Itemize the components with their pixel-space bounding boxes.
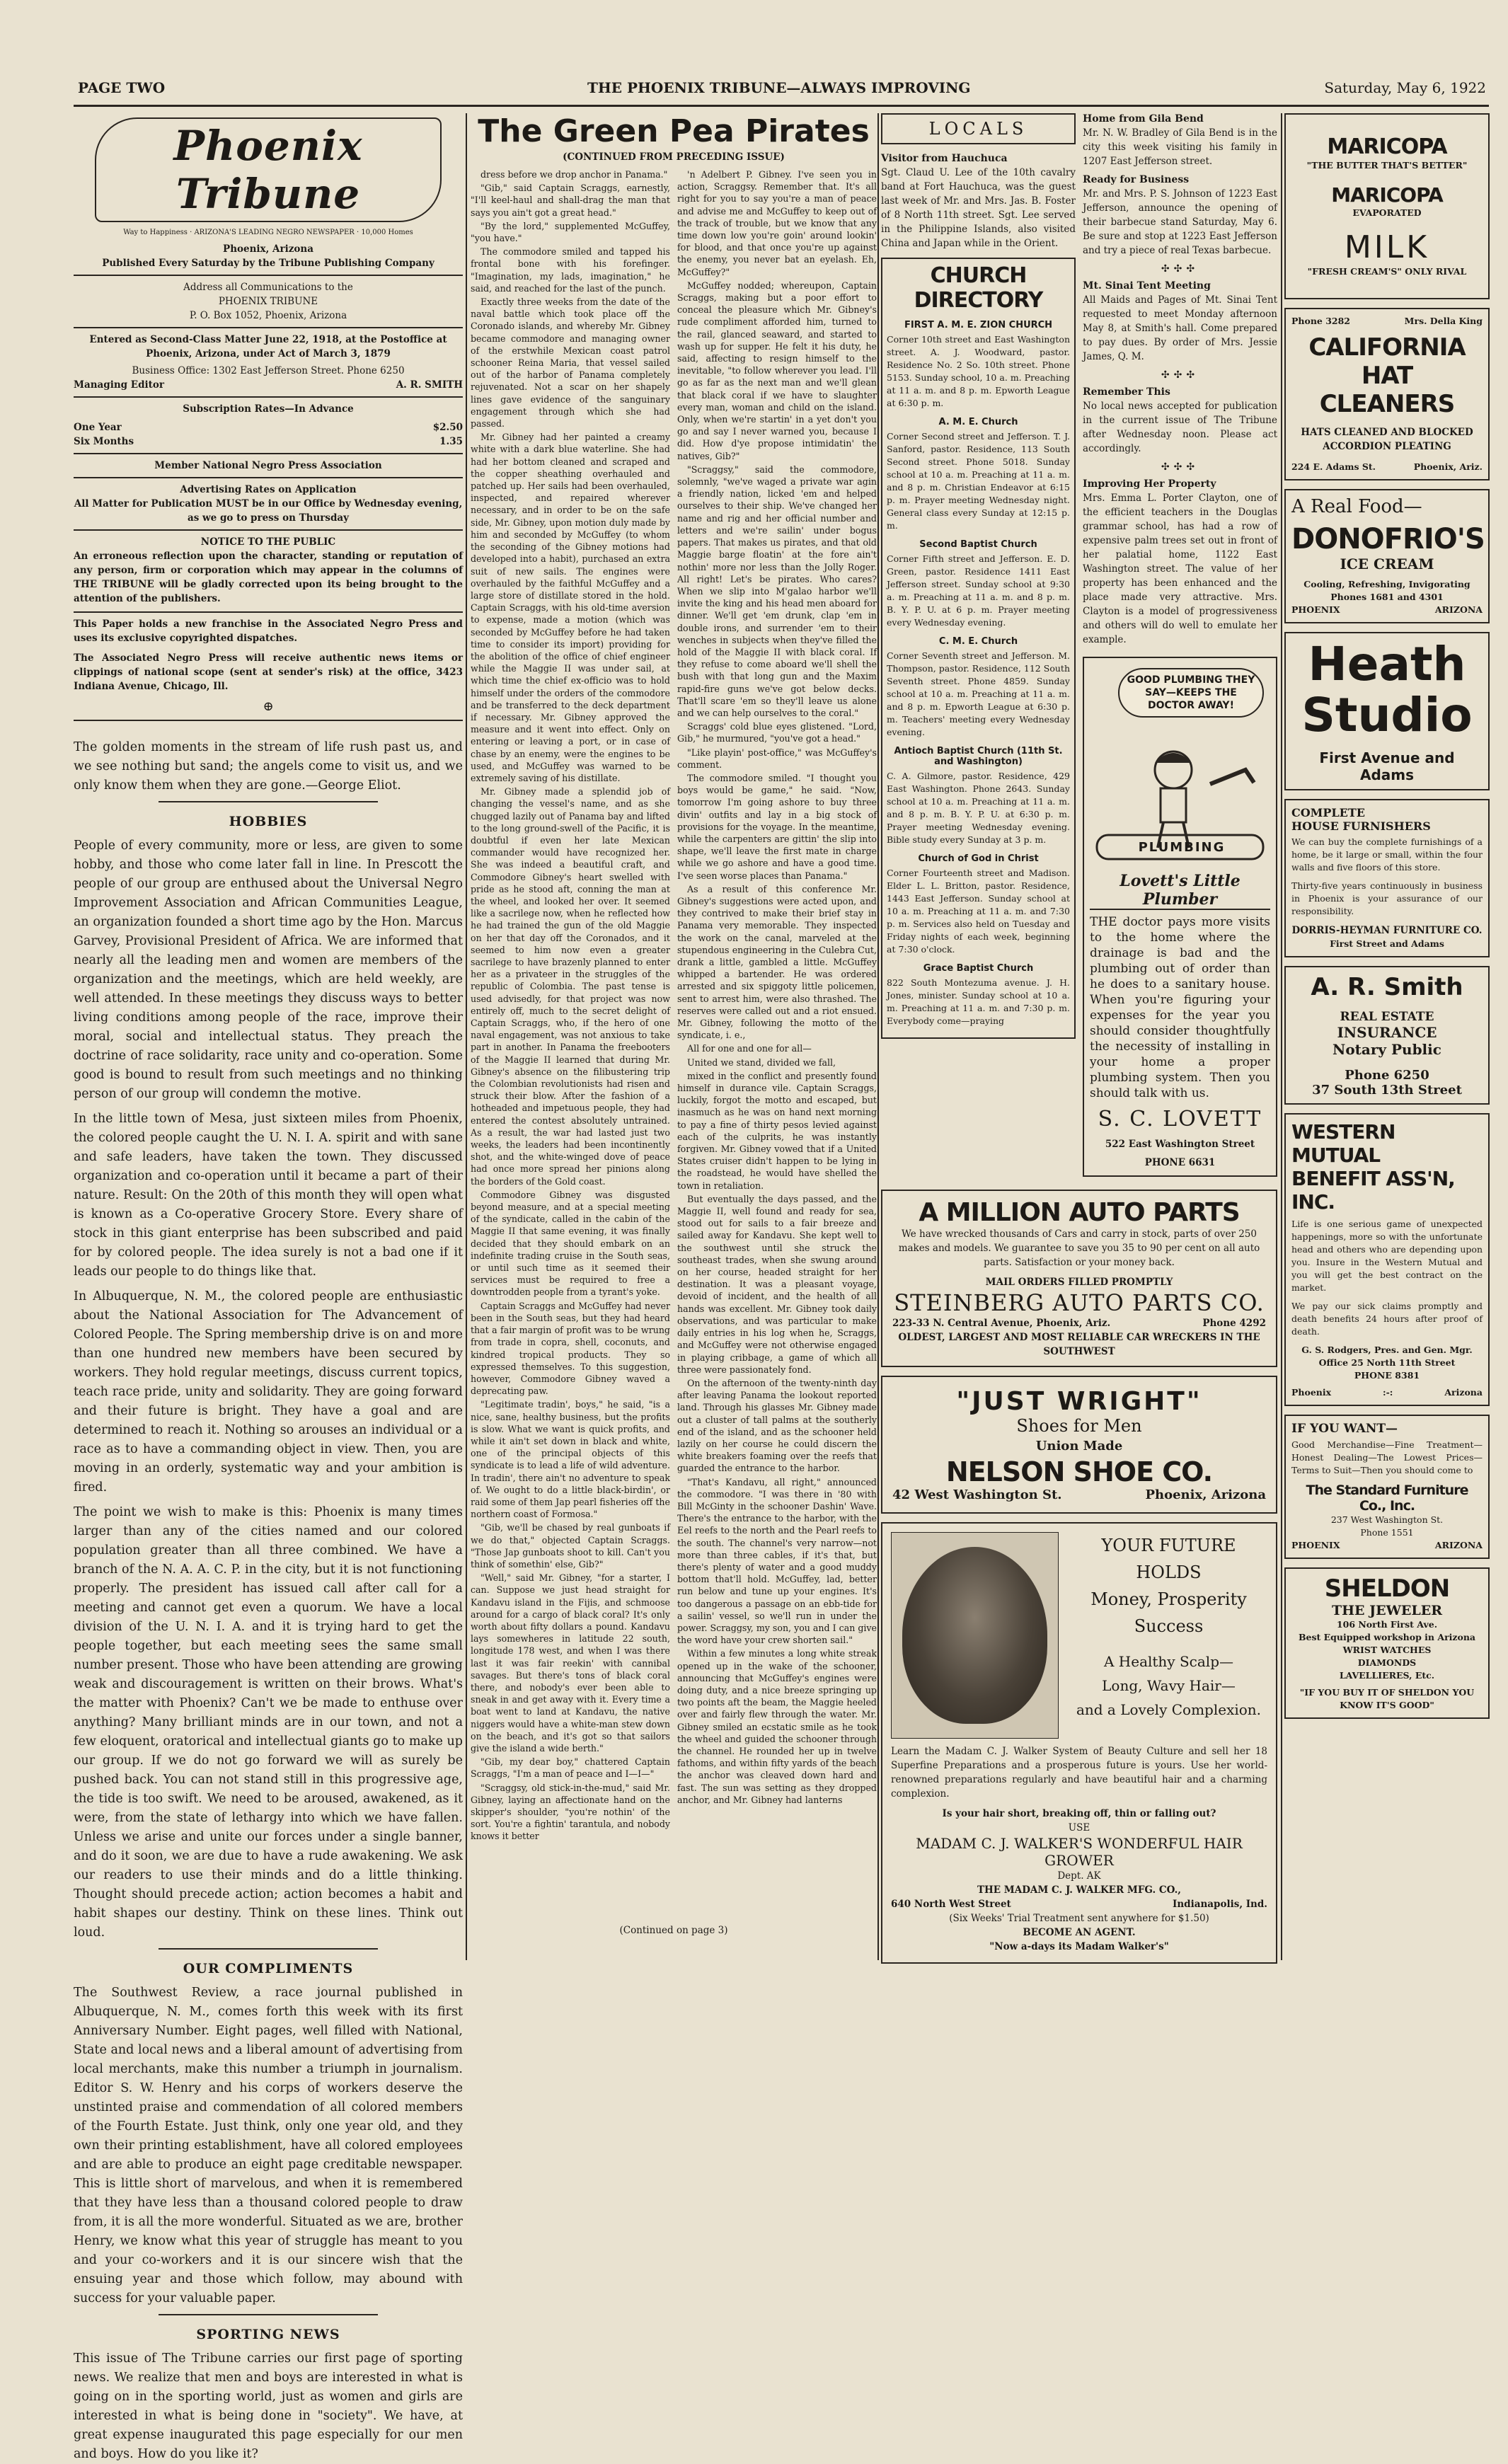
hat-name: CALIFORNIA [1308, 333, 1466, 362]
serial-paragraph: "By the lord," supplemented McGuffey, "you have." [471, 220, 670, 244]
notice-head: NOTICE TO THE PUBLIC [200, 536, 336, 548]
western-officer: G. S. Rodgers, Pres. and Gen. Mgr. [1301, 1345, 1473, 1355]
plumber-illustration [1090, 664, 1270, 869]
locals-left [881, 113, 1076, 1185]
western-name-2: BENEFIT ASS'N, INC. [1291, 1167, 1455, 1214]
walker-agent: BECOME AN AGENT. [1023, 1927, 1136, 1938]
address-line-2: PHOENIX TRIBUNE [218, 296, 318, 307]
rate-row [74, 420, 463, 434]
serial-paragraph: The commodore smiled. "I thought you boys would be game," he said. "Now, tomorrow I'm going ashore to buy three divin' outfits and lay in a big stock of provisions for the voyage. In the meantime, while the carpenters are gittin' the slip into shape, we'll leave the first mate in charge while we go ashore and have a good time. I've seen worse places than Panama." [677, 772, 877, 881]
hat-owner: Mrs. Della King [1404, 316, 1483, 326]
smith-ad [1284, 966, 1490, 1105]
continued-note: (Continued on page 3) [619, 1925, 728, 1936]
serial-column-b [677, 168, 877, 1923]
donofrio-location-row [1291, 604, 1483, 616]
serial-paragraph: On the afternoon of the twenty-ninth day after leaving Panama the lookout reported land. Through his glasses Mr. Gibney made out a cluster of tall palms at the southerly end of the island, and as the schooner held lazily on her course he could discern the white breakers foaming over the reefs that guarded the entrance to the harbor. [677, 1377, 877, 1474]
plumbing-sign: PLUMBING [1138, 840, 1226, 855]
walker-product: MADAM C. J. WALKER'S WONDERFUL HAIR GROWER [916, 1835, 1243, 1869]
walker-ad [881, 1522, 1277, 1964]
standard-state: ARIZONA [1434, 1540, 1483, 1550]
member-note: Member National Negro Press Association [154, 460, 382, 471]
speech-bubble: GOOD PLUMBING THEY SAY—KEEPS THE DOCTOR AWAY! [1118, 668, 1264, 718]
shoe-address: 42 West Washington St. [892, 1487, 1062, 1502]
smith-address: 37 South 13th Street [1312, 1083, 1462, 1098]
auto-address: 223-33 N. Central Avenue, Phoenix, Ariz. [892, 1318, 1111, 1329]
locals-title-box [881, 113, 1076, 144]
anp-note: The Associated Negro Press will receive authentic news items or clippings of national scope (sent at sender's risk) at the office, 3423 Indiana Avenue, Chicago, Ill. [74, 652, 463, 692]
walker-company: THE MADAM C. J. WALKER MFG. CO., [977, 1884, 1181, 1896]
heath-studio-ad [1284, 632, 1490, 790]
divider [74, 396, 463, 398]
church-name: FIRST A. M. E. ZION CHURCH [904, 320, 1053, 330]
divider [159, 1948, 378, 1950]
column-divider [1281, 113, 1282, 1960]
sheldon-items-2: DIAMONDS [1357, 1657, 1417, 1668]
church-name: C. M. E. Church [938, 636, 1018, 647]
maricopa-milk: MILK [1344, 229, 1430, 265]
serial-paragraph: Exactly three weeks from the date of the naval battle which took place off the Coronado islands, and whereby Mr. Gibney became commodore and managing owner of the erstwhile Mexican coast patrol schooner Reina Maria, that vessel sailed out of the harbor of Panama completely rejuvenated. Not a scar on her shapely lines gave evidence of the sanguinary engagement through which she had passed. [471, 297, 670, 430]
shoe-ad [881, 1376, 1277, 1514]
serial-body [471, 168, 877, 1923]
serial-paragraph: Commodore Gibney was disgusted beyond measure, and at a special meeting of the syndicate, called in the cabin of the Maggie II that same evening, it was finally decided that they should embark on an indefinite trading cruise in the South seas, or until such time as it seemed their services must be required to free a downtrodden people from a tyrant's yoke. [471, 1189, 670, 1298]
sheldon-items-3: LAVELLIERES, Etc. [1339, 1670, 1435, 1681]
auto-text: We have wrecked thousands of Cars and carry in stock, parts of over 250 makes and models. We guarantee to save you 35 to 90 per cent on all auto parts. Satisfaction or your money back. [898, 1228, 1260, 1268]
hobbies-paragraph: People of every community, more or less, are given to some hobby, and those who come later fall in line. In Prescott the people of our group are enthused about the Universal Negro Improvement Association and African Communities League, an organization founded a short time ago by the Hon. Marcus Garvey, Provisional President of Africa. We are informed that nearly all the leading men and women are members of the organization and the meetings, which are held weekly, are well attended. In these meetings they discuss ways to better living conditions among people of the race, improve their moral, social and intellectual status. They preach the doctrine of race solidarity, race unity and co-operation. Some good is bound to result from such meetings and no thinking person of our group will condemn the motive. [74, 839, 463, 1101]
auto-phone: Phone 4292 [1202, 1318, 1266, 1329]
serial-paragraph: Mr. Gibney made a splendid job of changing the vessel's name, and as she chugged lazily out of Panama bay and lifted to the long ground-swell of the Pacific, it is doubtful if even her late Mexican commander would have recognized her. She was indeed a beautiful craft, and Commodore Gibney's heart swelled with pride as he stood aft, conning the man at the wheel, and looked her over. It seemed like a sacrilege now, when he reflected how he had trained the gun of the old Maggie on her that day off the Coronados, and it seemed to him now even a greater sacrilege to have brazenly planned to enter her as a privateer in the struggles of the republic of Colombia. The past tense is used advisedly, for that project was now entirely off, much to the secret delight of Captain Scraggs, who, if the hero of one naval engagement, was not anxious to take part in another. In Panama the freebooters of the Maggie II learned that during Mr. Gibney's absence on the filibustering trip the Colombian revolutionists had risen and struck their blow. After the fashion of a hotheaded and impetuous people, they had entered the contest absolutely untrained. As a result, the war had lasted just two weeks, the leaders had been incontinently shot, and the white-winged dove of peace had once more spread her pinions along the borders of the Gold coast. [471, 786, 670, 1187]
address-line-3: P. O. Box 1052, Phoenix, Arizona [189, 310, 347, 321]
walker-top [891, 1532, 1267, 1739]
furnishers-head-2: HOUSE FURNISHERS [1291, 819, 1431, 833]
church-name: Antioch Baptist Church (11th St. and Washington) [894, 746, 1063, 767]
standard-name: The Standard Furniture Co., Inc. [1306, 1483, 1468, 1514]
column-divider [466, 113, 467, 1960]
walker-dept: Dept. AK [1057, 1870, 1101, 1882]
separator: ✣✣✣ [1161, 461, 1199, 473]
smith-line3: Notary Public [1333, 1041, 1441, 1058]
walker-line: HOLDS [1136, 1562, 1202, 1582]
serial-paragraph: "That's Kandavu, all right," announced the commodore. "I was there in '80 with Bill McGinty in the schooner Dashin' Wave. There's the entrance to the harbor, with the Eel reefs to the north and the Pearl reefs to the south. The channel's very narrow—not more than three cables, if it's that, but there's plenty of water and a good muddy bottom that'll hold. McGuffey, lad, better run below and tune up your engines. It's too dangerous a passage on an ebb-tide for a sailin' vessel, so we'll run in under the power. Scraggsy, my son, you and I can give the word have your crew shorten sail." [677, 1476, 877, 1646]
sporting-title: SPORTING NEWS [196, 2327, 340, 2342]
shoe-line2: Union Made [1035, 1439, 1123, 1453]
western-city: Phoenix [1291, 1387, 1332, 1398]
maricopa-brand-2: MARICOPA [1331, 183, 1443, 207]
western-sep: :-: [1383, 1387, 1393, 1398]
walker-line: YOUR FUTURE [1101, 1536, 1236, 1555]
furnishers-text-2: Thirty-five years continuously in business in Phoenix is your assurance of our responsibility. [1291, 880, 1483, 916]
serial-paragraph: "Like playin' post-office," was McGuffey's comment. [677, 747, 877, 770]
editorial-column [74, 113, 463, 2461]
business-office: Business Office: 1302 East Jefferson Street. Phone 6250 [132, 365, 405, 376]
locals-church-area [881, 113, 1277, 1185]
paper-slogan: THE PHOENIX TRIBUNE—ALWAYS IMPROVING [587, 79, 971, 96]
donofrio-name: DONOFRIO'S [1291, 523, 1485, 555]
auto-footer: OLDEST, LARGEST AND MOST RELIABLE CAR WRECKERS IN THE SOUTHWEST [898, 1332, 1260, 1357]
church-text: C. A. Gilmore, pastor. Residence, 429 East Washington. Phone 2643. Sunday school at 10 a. m. Preaching at 11 a. m. and 8 p. m. B. Y. P. U. at 6:30 p. m. Prayer meeting Wednesday evening. Bible study every Sunday at 3 p. m. [887, 771, 1070, 845]
managing-editor-label: Managing Editor [74, 379, 164, 391]
shoe-line1: Shoes for Men [1016, 1416, 1142, 1436]
page-header [78, 79, 1486, 100]
serial-column-a [471, 168, 670, 1923]
plumber-business: S. C. LOVETT [1098, 1107, 1262, 1132]
auto-mail: MAIL ORDERS FILLED PROMPTLY [985, 1277, 1173, 1288]
auto-contact [892, 1316, 1266, 1330]
hobbies-paragraph: In the little town of Mesa, just sixteen miles from Phoenix, the colored people caught the U. N. I. A. spirit and with sane and safe leaders, have taken the town. They discussed organization and co-operation until it became a part of their nature. Result: On the 20th of this month they will open what is known as a Co-operative Grocery Store. Every share of stock in this giant enterprise has been subscribed and paid for by colored people. The idea surely is not a bad one if it leads our people to do things like that. [74, 1112, 463, 1279]
serial-paragraph: 'n Adelbert P. Gibney. I've seen you in action, Scraggsy. Remember that. It's all right for you to say you're a man of peace and advise me and McGuffey to keep out of the track of trouble, but we know that any time down low you're goin' around lookin' for blood, and that once you're up against the enemy, you never bat an eyelash. Eh, McGuffey?" [677, 169, 877, 277]
serial-paragraph: All for one and one for all— [687, 1043, 812, 1054]
walker-line: Long, Wavy Hair— [1102, 1677, 1236, 1694]
ornament-icon: ⊕ [263, 699, 274, 714]
plumber-name: Lovett's Little Plumber [1090, 872, 1270, 910]
tribune-logo: Phoenix Tribune [95, 117, 442, 222]
standard-location-row [1291, 1539, 1483, 1552]
divider [74, 327, 463, 328]
standard-phone: Phone 1551 [1360, 1527, 1414, 1538]
serial-paragraph: As a result of this conference Mr. Gibney's suggestions were acted upon, and they contrived to make their brief stay in Panama very memorable. They inspected the work on the canal, marveled at the stupendous engineering in the Culebra Cut, drank a little, gambled a little. McGuffey whipped a bartender. He was ordered arrested and six spiggoty little policemen, sent to arrest him, were also thrashed. The reserves were called out and a riot ensued. Mr. Gibney, following the motto of the syndicate, i. e., [677, 883, 877, 1041]
church-name: Church of God in Christ [918, 853, 1039, 864]
address-line-1: Address all Communications to the [183, 282, 353, 293]
serial-title: The Green Pea Pirates [478, 113, 870, 149]
sheldon-title: THE JEWELER [1331, 1603, 1443, 1618]
franchise-note: This Paper holds a new franchise in the Associated Negro Press and uses its exclusive copyrighted dispatches. [74, 618, 463, 644]
hat-service: HATS CLEANED AND BLOCKED ACCORDION PLEATING [1301, 427, 1473, 452]
logo-tagline: Way to Happiness · ARIZONA'S LEADING NEGRO NEWSPAPER · 10,000 Homes [123, 229, 413, 236]
western-state: Arizona [1444, 1387, 1483, 1398]
locals-title: LOCALS [928, 119, 1028, 139]
western-mutual-ad [1284, 1113, 1490, 1406]
church-text: Corner Fifth street and Jefferson. E. D. Green, pastor. Residence 1411 East Jefferson street. Sunday school at 9:30 a. m. Preaching at 11 a. m. and 8 p. m. B. Y. P. U. at 6 p. m. Prayer meeting every Wednesday evening. [887, 553, 1070, 628]
rates-head: Subscription Rates—In Advance [183, 403, 354, 415]
hat-address-row [1291, 461, 1483, 473]
furnishers-text: We can buy the complete furnishings of a home, be it large or small, within the four walls and five floors of this store. [1291, 836, 1483, 873]
walker-trial: (Six Weeks' Trial Treatment sent anywhere for $1.50) [949, 1913, 1209, 1924]
portrait-image-icon [902, 1547, 1047, 1724]
hat-contact-row [1291, 315, 1483, 328]
standard-furniture-ad [1284, 1415, 1490, 1559]
auto-company: STEINBERG AUTO PARTS CO. [894, 1289, 1265, 1316]
local-text: Mr. and Mrs. P. S. Johnson of 1223 East Jefferson, announce the opening of their barbecue stand Saturday, May 6. Be sure and stop at 1223 East Jefferson and try a piece of real Texas barbecue. [1083, 188, 1277, 256]
local-head: Mt. Sinai Tent Meeting [1083, 280, 1211, 292]
shoe-company: NELSON SHOE CO. [945, 1456, 1213, 1487]
local-head: Remember This [1083, 386, 1170, 398]
donofrio-lead: A Real Food— [1291, 496, 1422, 517]
column-divider [877, 113, 879, 1960]
serial-paragraph: "Gib, my dear boy," chattered Captain Scraggs, "I'm a man of peace and I—I—" [471, 1756, 670, 1780]
locals-right [1083, 113, 1277, 1185]
local-text: Mr. N. W. Bradley of Gila Bend is in the city this week visiting his family in 1207 East Jefferson street. [1083, 127, 1277, 167]
serial-paragraph: Captain Scraggs and McGuffey had never been in the South seas, but they had heard that a fair margin of profit was to be wrung from trade in copra, shell, coconuts, and kindred tropical products. They so expressed themselves. To this suggestion, however, Commodore Gibney waved a deprecating paw. [471, 1300, 670, 1397]
local-head: Home from Gila Bend [1083, 113, 1204, 125]
smith-phone: Phone 6250 [1345, 1068, 1429, 1083]
western-phone: PHONE 8381 [1354, 1370, 1420, 1381]
donofrio-product: ICE CREAM [1340, 555, 1434, 572]
standard-head: IF YOU WANT— [1291, 1422, 1398, 1436]
serial-paragraph: "Legitimate tradin', boys," he said, "is a nice, sane, healthy business, but the profits is slow. What we want is quick profits, and while it ain't set down in black and white, one of the principal objects of this syndicate is to lead a life of wild adventure. In tradin', there ain't no adventure to speak of. We ought to do a little black-birdin', or raid some of them Jap pearl fisheries off the northern coast of Formosa." [471, 1399, 670, 1520]
sheldon-ad [1284, 1567, 1490, 1719]
maricopa-brand: MARICOPA [1327, 134, 1447, 159]
standard-address: 237 West Washington St. [1330, 1514, 1444, 1525]
hobbies-paragraph: In Albuquerque, N. M., the colored people are enthusiastic about the National Association for The Advancement of Colored People. The Spring membership drive is on and more than one hundred new members have been secured by workers. They hold regular meetings, discuss current topics, teach race pride, unity and solidarity. They are going forward and their future is bright. They have a goal and are determined to reach it. Nothing so arouses an individual or a race as to have a commanding object in view. Then, you are moving in an orderly, systematic way and your ambition is fired. [74, 1289, 463, 1495]
rate-term: One Year [74, 422, 122, 433]
walker-slogan: "Now a-days its Madam Walker's" [989, 1941, 1169, 1952]
heath-name: Heath [1308, 637, 1466, 691]
maricopa-evaporated: EVAPORATED [1352, 207, 1422, 218]
hat-phone: Phone 3282 [1291, 316, 1351, 326]
entered-note: Entered as Second-Class Matter June 22, 1918, at the Postoffice at Phoenix, Arizona, under Act of March 3, 1879 [89, 334, 447, 359]
serial-paragraph: But eventually the days passed, and the Maggie II, well found and ready for sea, stood out for sails to a fair breeze and sailed away for Kandavu. She kept well to the southwest until she struck the southeast trades, when she swung around on her course, headed straight for her destination. It was a pleasant voyage, devoid of incident, and the health of all hands was excellent. Mr. Gibney took daily observations, and was particular to make daily entries in his log when he, Scraggs, and McGuffey were not otherwise engaged in playing cribbage, a game of which all three were passionately fond. [677, 1193, 877, 1375]
sporting-paragraph: This issue of The Tribune carries our first page of sporting news. We realize that men and boys are interested in what is going on in the sporting world, just as women and girls are interested in what is being done in "society". We have, at great expense inaugurated this page especially for our men and boys. How do you like it? [74, 2351, 463, 2461]
advertising-note: All Matter for Publication MUST be in our Office by Wednesday evening, as we go to press on Thursday [74, 498, 463, 524]
western-name: WESTERN MUTUAL [1291, 1120, 1395, 1167]
hat-city: Phoenix, Ariz. [1413, 461, 1483, 472]
standard-text: Good Merchandise—Fine Treatment—Honest Dealing—The Lowest Prices—Terms to Suit—Then you should come to [1291, 1439, 1483, 1475]
serial-column [471, 113, 877, 1960]
church-name: Grace Baptist Church [923, 963, 1034, 974]
furnishers-ad [1284, 799, 1490, 957]
western-location-row [1291, 1386, 1483, 1399]
compliments-paragraph: The Southwest Review, a race journal published in Albuquerque, N. M., comes forth this week with its first Anniversary Number. Eight pages, well filled with National, State and local news and a liberal amount of advertising from local merchants, make this number a triumph in journalism. Editor S. W. Henry and his corps of workers deserve the unstinted praise and commendation of all colored members of the Fourth Estate. Just think, only one year old, and they own their printing establishment, have all colored employees and are able to produce an eight page creditable newspaper. This is little short of marvelous, and when it is remembered that they have less than a thousand colored people to draw from, it is all the more wonderful. Situated as we are, brother Henry, we know what this year of struggle has meant to you and your co-workers and it is our sincere wish that the ensuing year and those which follow, may abound with success for your valuable paper. [74, 1986, 463, 2305]
serial-paragraph: "Scraggsy, old stick-in-the-mud," said Mr. Gibney, laying an affectionate hand on the skipper's shoulder, "you're nothin' of the sort. You're a fightin' tarantula, and nobody knows it better [471, 1782, 670, 1842]
church-text: Corner Second street and Jefferson. T. J. Sanford, pastor. Residence, 113 South Second street. Phone 5018. Sunday school at 10 a. m. Preaching at 11 a. m. and 8 p. m. Christian Endeavor at 6:15 p. m. Prayer meeting Wednesday night. General class every Sunday at 12:15 p. m. [887, 431, 1070, 531]
western-text: Life is one serious game of unexpected happenings, more so with the unfortunate head and others who are depending upon you. Insure in the Western Mutual and you will get the best contract on the market. [1291, 1219, 1483, 1293]
serial-paragraph: Mr. Gibney had her painted a creamy white with a dark blue waterline. She had had her bottom cleaned and scraped and the copper sheathing overhauled and patched up. Her sails had been overhauled, inspected, and repaired wherever necessary, and in order to be on the safe side, Mr. Gibney, upon motion duly made by him and seconded by McGuffey (to whom the seconding of the Gibney motions had developed into a habit), purchased an extra suit of new sails. The engines were overhauled by the faithful McGuffey and a large store of distillate stored in the hold. Captain Scraggs, with his old-time aversion to expense, made a motion (which was seconded by McGuffey before he had taken time to consider its import) providing for the abolition of the office of chief engineer while the Maggie II was under sail, at which time the chief ex-officio was to hold himself under the orders of the commodore and be transferred to the deck department if necessary. Mr. Gibney approved the measure and it went into effect. Only on entering or leaving a port, or in case of chase by an enemy, were the engines to be used, and McGuffey was warned to be extremely saving of his distillate. [471, 432, 670, 783]
maricopa-ad [1284, 113, 1490, 299]
plumber-text: THE doctor pays more visits to the home where the drainage is bad and the plumbing out of order than he does to a sanitary house. When you're figuring your expenses for the year you should consider thoughtfully the necessity of installing in your home a proper plumbing system. Then you should talk with us. [1090, 915, 1270, 1100]
divider [74, 611, 463, 613]
sheldon-name: SHELDON [1324, 1574, 1450, 1603]
shoe-city: Phoenix, Arizona [1145, 1487, 1266, 1502]
smith-line2: INSURANCE [1337, 1024, 1437, 1041]
managing-editor-row [74, 378, 463, 392]
serial-paragraph: "Well," said Mr. Gibney, "for a starter, I can. Suppose we just head straight for Kandavu island in the Fijis, and schmoose around for a cargo of black coral? It's only worth about fifty dollars a pound. Kandavu lays somewheres in latitude 22 south, longitude 178 west, and when I was there last it was fair reekin' with cannibal savages. But there's tons of black coral there, and nobody's ever been able to sneak in and get away with it. Every time a boat went to land at Kandavu, the native niggers would have a white-man stew down on the beach, and it's got so that sailors give the island a wide berth." [471, 1572, 670, 1754]
local-head: Improving Her Property [1083, 478, 1216, 490]
hobbies-title: HOBBIES [229, 814, 308, 829]
plumber-address: 522 East Washington Street [1105, 1139, 1255, 1150]
church-directory [881, 258, 1076, 1039]
furnishers-address: First Street and Adams [1330, 938, 1444, 949]
serial-paragraph: "Scraggsy," said the commodore, solemnly, "we've waged a private war agin a friendly nation, licked 'em and helped ourselves to their ship. We've changed her name and rig and her official number and letters and we're sailin' under bogus papers. That makes us pirates, and that old Maggie barge floatin' at the fore ain't nothin' more nor less than the Jolly Roger. All right! Let's be pirates. Who cares? When we slip into M'galao harbor we'll invite the king and his head men aboard for dinner. We'll get 'em drunk, clap 'em in double irons, and surrender 'em to their wenches in subjects when they've filled the hold of the Maggie II with black coral. If they refuse to come aboard we'll shell the bush with that long gun and the Maxim rapid-fire guns we've got below decks. That'll scare 'em so they'll leave us alone and we can help ourselves to the coral." [677, 464, 877, 718]
shoe-headline: "JUST WRIGHT" [956, 1387, 1202, 1416]
church-name: A. M. E. Church [938, 417, 1018, 427]
walker-line: Success [1134, 1616, 1204, 1636]
published-line: Published Every Saturday by the Tribune Publishing Company [102, 258, 434, 269]
serial-subtitle: (CONTINUED FROM PRECEDING ISSUE) [563, 151, 785, 163]
local-text: No local news accepted for publication in the current issue of The Tribune after Wednesday noon. Please act accordingly. [1083, 401, 1277, 454]
heath-name-2: Studio [1301, 688, 1473, 742]
local-head: Ready for Business [1083, 174, 1190, 185]
walker-contact [891, 1897, 1267, 1911]
donofrio-state: ARIZONA [1434, 604, 1483, 615]
donofrio-desc: Cooling, Refreshing, Invigorating [1303, 579, 1470, 589]
maricopa-slogan-2: "FRESH CREAM'S" ONLY RIVAL [1307, 266, 1467, 277]
rate-price: $2.50 [432, 422, 463, 433]
local-text: All Maids and Pages of Mt. Sinai Tent requested to meet Monday afternoon May 8, at Smith's hall. Come prepared to pay dues. By order of Mrs. Jessie James, Q. M. [1083, 294, 1277, 362]
serial-paragraph: McGuffey nodded; whereupon, Captain Scraggs, making but a poor effort to conceal the pleasure which Mr. Gibney's rude compliment afforded him, turned to the rail, glanced seaward, and started to wash up for supper. He felt it his duty, he said, affecting to resign himself to the inevitable, "to follow wherever you lead. I'll go as far as the next man and we'll glean that black coral if we have to slaughter every man, woman and child on the island. Only, when we're startin' in a yet don't you go and say I never warned you, because I did. How d'ye propose intimidatin' the natives, Gib?" [677, 280, 877, 461]
hat-name-2: HAT CLEANERS [1319, 362, 1455, 418]
serial-paragraph: Within a few minutes a long white streak opened up in the wake of the schooner, announcing that McGuffey's engines were doing duty, and a nice breeze springing up two points aft the beam, the Maggie heeled over and fairly flew through the water. Mr. Gibney smiled an ecstatic smile as he took the wheel and guided the schooner through the channel. He rounded her up in twelve fathoms, and within fifty yards of the beach the anchor was cleaved down hard and fast. The sun was setting as they dropped anchor, and Mr. Gibney had lanterns [677, 1648, 877, 1805]
serial-paragraph: United we stand, divided we fall, [687, 1057, 836, 1068]
separator: ✣✣✣ [1161, 369, 1199, 381]
place: Phoenix, Arizona [223, 243, 313, 255]
serial-paragraph: "Gib, we'll be chased by real gunboats if we do that," objected Captain Scraggs. "Those Jap gunboats shoot to kill. Can't you think of somethin' else, Gib?" [471, 1522, 670, 1570]
separator: ✣✣✣ [1161, 263, 1199, 275]
serial-paragraph: Scraggs' cold blue eyes glistened. "Lord, Gib," he murmured, "you've got a head." [677, 721, 877, 744]
walker-line: Money, Prosperity [1090, 1589, 1247, 1609]
page-number: PAGE TWO [78, 79, 166, 96]
sheldon-desc: Best Equipped workshop in Arizona [1298, 1632, 1476, 1642]
walker-portrait [891, 1532, 1059, 1739]
walker-use: USE [1068, 1822, 1090, 1833]
donofrio-phones: Phones 1681 and 4301 [1330, 592, 1444, 602]
furnishers-company: DORRIS-HEYMAN FURNITURE CO. [1291, 925, 1483, 936]
walker-line: A Healthy Scalp— [1104, 1653, 1233, 1670]
divider [159, 2314, 378, 2315]
divider [74, 477, 463, 478]
divider [159, 801, 378, 802]
western-text-2: We pay our sick claims promptly and death benefits 24 hours after proof of death. [1291, 1301, 1483, 1337]
serial-paragraph: "Gib," said Captain Scraggs, earnestly, "I'll keel-haul and shall-drag the man that says you ain't got a great head." [471, 183, 670, 218]
church-directory-title: CHURCH DIRECTORY [914, 263, 1043, 313]
walker-line: and a Lovely Complexion. [1076, 1701, 1262, 1718]
smith-name: A. R. Smith [1311, 973, 1463, 1001]
heath-address: First Avenue and Adams [1319, 749, 1455, 783]
walker-city: Indianapolis, Ind. [1173, 1899, 1267, 1910]
serial-paragraph: mixed in the conflict and presently found himself in durance vile. Captain Scraggs, luckily, forgot the motto and escaped, but inasmuch as he was on hand next morning to pay a fine of thirty pesos levied against each of the culprits, he was instantly forgiven. Mr. Gibney vowed that if a United States cruiser didn't happen to be lying in the roadstead, he would have shelled the town in retaliation. [677, 1070, 877, 1191]
donofrio-ad [1284, 489, 1490, 623]
masthead-box [74, 117, 463, 721]
smith-line1: REAL ESTATE [1340, 1010, 1434, 1024]
local-head: Visitor from Hauchuca [881, 153, 1008, 164]
rate-row [74, 434, 463, 449]
managing-editor: A. R. SMITH [396, 379, 463, 391]
sheldon-address: 106 North First Ave. [1336, 1619, 1438, 1630]
header-rule [74, 105, 1489, 107]
issue-date: Saturday, May 6, 1922 [1324, 79, 1486, 96]
walker-address: 640 North West Street [891, 1899, 1011, 1910]
standard-city: PHOENIX [1291, 1540, 1340, 1550]
rate-term: Six Months [74, 436, 134, 447]
sheldon-slogan: "IF YOU BUY IT OF SHELDON YOU KNOW IT'S GOOD" [1299, 1687, 1475, 1710]
church-text: Corner Seventh street and Jefferson. M. Thompson, pastor. Residence, 112 South Seventh street. Phone 4859. Sunday school at 10 a. m. Preaching at 11 a. m. and 8 p. m. Epworth League at 6:30 p. m. Teachers' meeting every Wednesday evening. [887, 650, 1070, 737]
quote: The golden moments in the stream of life rush past us, and we see nothing but sand; the angels come to visit us, and we only know them when they are gone.—George Eliot. [74, 740, 463, 793]
shoe-contact [892, 1487, 1266, 1502]
divider [74, 275, 463, 276]
plumber-figure-icon [1090, 664, 1270, 869]
hobbies-paragraph: The point we wish to make is this: Phoenix is many times larger than any of the cities named and our colored population greater than all three combined. We have a branch of the N. A. A. C. P. in the city, but it is not functioning properly. The president has issued call after call for a meeting and cannot get even a quorum. We have a local division of the U. N. I. A. and it is trying hard to get the people together, but each meeting sees the same small number present. Those who have been attending are growing weak and discouragement is written on their brows. What's the matter with Phoenix? Can't we be made to enthuse over anything? Many brilliant minds are in our town, and not a few eloquent, oratorical and intellectual giants go to make up our group. If we do not go forward we will as surely be pushed back. You can not stand still in this progressive age, the tide is too swift. We need to be aroused, awakened, as it were, from the state of lethargy into which we have fallen. Unless we arise and unite our forces under a single banner, and do it soon, we are due to have a rude awakening. We ask our readers to use their minds and do a little thinking. Thought should precede action; action becomes a habit and habit shapes our destiny. Think on these lines. Think out loud. [74, 1505, 463, 1940]
hat-address: 224 E. Adams St. [1291, 461, 1376, 472]
church-text: Corner 10th street and East Washington street. A. J. Woodward, pastor. Residence No. 2 So. 10th street. Phone 5153. Sunday school, 10 a. m. Preaching at 11 a. m. and 8 p. m. Epworth League at 6:30 p. m. [887, 334, 1070, 408]
hat-cleaners-ad [1284, 308, 1490, 480]
plumber-ad [1083, 657, 1277, 1177]
divider [74, 529, 463, 531]
auto-parts-ad [881, 1190, 1277, 1367]
western-office: Office 25 North 11th Street [1318, 1357, 1456, 1368]
serial-paragraph: dress before we drop anchor in Panama." [480, 169, 668, 180]
church-text: Corner Fourteenth street and Madison. Elder L. L. Britton, pastor. Residence, 1443 East Jefferson. Sunday school at 10 a. m. Preaching at 11 a. m. and 7:30 p. m. Services also held on Tuesday and Friday nights of each week, beginning at 7:30 o'clock. [887, 868, 1070, 955]
serial-paragraph: The commodore smiled and tapped his frontal bone with his forefinger. "Imagination, my lads, imagination," he said, and reached for the last of the punch. [471, 246, 670, 294]
walker-slogans [1070, 1532, 1267, 1739]
local-text: Mrs. Emma L. Porter Clayton, one of the efficient teachers in the Douglas grammar school, has had a row of expensive palm trees set out in front of her palatial home, 1122 East Washington street. The value of her property has been enhanced and the place made very attractive. Mrs. Clayton is a model of progressiveness and others will do well to emulate her example. [1083, 493, 1277, 645]
furnishers-head: COMPLETE [1291, 806, 1365, 819]
locals-column [881, 113, 1277, 1960]
walker-question: Is your hair short, breaking off, thin or falling out? [942, 1808, 1216, 1819]
donofrio-city: PHOENIX [1291, 604, 1340, 615]
church-text: 822 South Montezuma avenue. J. H. Jones, minister. Sunday school at 10 a. m. Preaching at 11 a. m. and 7:30 p. m. Everybody come—praying [887, 977, 1070, 1026]
local-text: Sgt. Claud U. Lee of the 10th cavalry band at Fort Hauchuca, was the guest last week of Mr. and Mrs. Jas. B. Foster of 8 North 11th street. Sgt. Lee served in the Philippine Islands, also visited China and Japan while in the Orient. [881, 167, 1076, 249]
walker-text: Learn the Madam C. J. Walker System of Beauty Culture and sell her 18 Superfine Preparations and a prosperous future is yours. Use her world-renowned preparations regularly and have beautiful hair and a charming complexion. [891, 1746, 1267, 1800]
auto-headline: A MILLION AUTO PARTS [919, 1198, 1240, 1227]
rate-price: 1.35 [439, 436, 463, 447]
ads-column [1284, 113, 1490, 1960]
plumber-phone: PHONE 6631 [1144, 1157, 1216, 1168]
advertising-head: Advertising Rates on Application [180, 484, 357, 495]
maricopa-slogan: "THE BUTTER THAT'S BETTER" [1306, 160, 1468, 171]
notice-text: An erroneous reflection upon the character, standing or reputation of any person, firm or corporation which may appear in the columns of THE TRIBUNE will be gladly corrected upon its being brought to the attention of the publishers. [74, 551, 463, 604]
divider [74, 453, 463, 454]
compliments-title: OUR COMPLIMENTS [183, 1961, 354, 1976]
church-name: Second Baptist Church [919, 539, 1037, 550]
sheldon-items: WRIST WATCHES [1342, 1645, 1432, 1655]
